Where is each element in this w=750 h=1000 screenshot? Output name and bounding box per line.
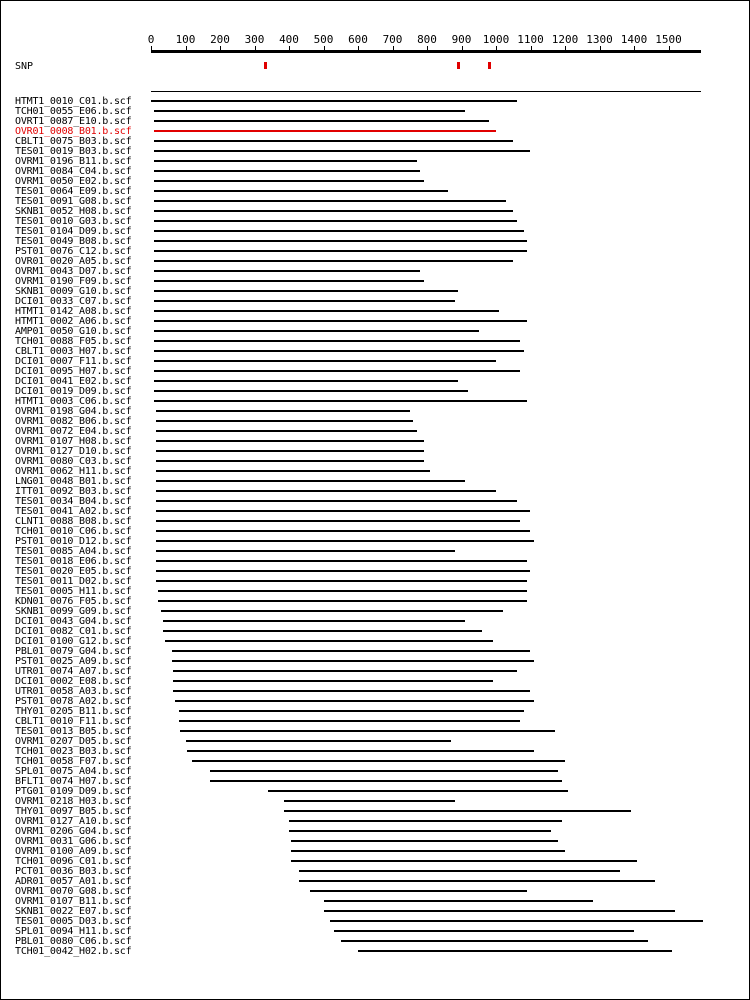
snp-track-label: SNP bbox=[15, 61, 34, 72]
axis-tick-label: 100 bbox=[175, 33, 196, 46]
read-alignment-bar[interactable] bbox=[156, 510, 530, 512]
read-alignment-bar[interactable] bbox=[156, 440, 423, 442]
read-name[interactable]: ITT01_0092_B03.b.scf bbox=[15, 486, 132, 497]
read-alignment-bar[interactable] bbox=[165, 640, 493, 642]
read-name[interactable]: OVRM1_0206_G04.b.scf bbox=[15, 826, 132, 837]
axis-tick-label: 1000 bbox=[482, 33, 510, 46]
read-name[interactable]: SPL01_0094_H11.b.scf bbox=[15, 926, 132, 937]
read-name[interactable]: TES01_0010_G03.b.scf bbox=[15, 216, 132, 227]
axis-tick bbox=[151, 46, 152, 52]
read-name[interactable]: HTMT1_0010_C01.b.scf bbox=[15, 96, 132, 107]
snp-marker[interactable] bbox=[264, 62, 267, 69]
read-alignment-bar[interactable] bbox=[173, 670, 516, 672]
read-name[interactable]: OVRM1_0072_E04.b.scf bbox=[15, 426, 132, 437]
read-name[interactable]: PST01_0078_A02.b.scf bbox=[15, 696, 132, 707]
read-name[interactable]: OVRM1_0107_B11.b.scf bbox=[15, 896, 132, 907]
read-name[interactable]: SKNB1_0009_G10.b.scf bbox=[15, 286, 132, 297]
read-name[interactable]: OVRM1_0107_H08.b.scf bbox=[15, 436, 132, 447]
read-alignment-bar[interactable] bbox=[156, 560, 527, 562]
read-name[interactable]: OVRM1_0218_H03.b.scf bbox=[15, 796, 132, 807]
read-alignment-bar[interactable] bbox=[268, 790, 568, 792]
read-name[interactable]: CBLT1_0003_H07.b.scf bbox=[15, 346, 132, 357]
read-alignment-bar[interactable] bbox=[175, 700, 534, 702]
read-name[interactable]: OVRM1_0043_D07.b.scf bbox=[15, 266, 132, 277]
read-name[interactable]: OVRM1_0084_C04.b.scf bbox=[15, 166, 132, 177]
read-alignment-bar[interactable] bbox=[154, 330, 478, 332]
axis-tick-label: 700 bbox=[382, 33, 403, 46]
axis-tick bbox=[220, 46, 221, 52]
read-alignment-bar[interactable] bbox=[161, 610, 503, 612]
read-name[interactable]: TES01_0020_E05.b.scf bbox=[15, 566, 132, 577]
read-alignment-bar[interactable] bbox=[358, 950, 672, 952]
read-alignment-bar[interactable] bbox=[154, 120, 489, 122]
axis-tick-label: 900 bbox=[451, 33, 472, 46]
read-alignment-bar[interactable] bbox=[291, 850, 565, 852]
read-name[interactable]: OVRM1_0082_B06.b.scf bbox=[15, 416, 132, 427]
read-name[interactable]: CBLT1_0075_B03.b.scf bbox=[15, 136, 132, 147]
read-alignment-bar[interactable] bbox=[154, 240, 527, 242]
axis-tick bbox=[531, 46, 532, 52]
read-alignment-bar[interactable] bbox=[192, 760, 565, 762]
read-alignment-bar[interactable] bbox=[156, 580, 527, 582]
read-name[interactable]: UTR01_0058_A03.b.scf bbox=[15, 686, 132, 697]
snp-marker[interactable] bbox=[488, 62, 491, 69]
axis-tick bbox=[669, 46, 670, 52]
read-name[interactable]: OVRM1_0100_A09.b.scf bbox=[15, 846, 132, 857]
read-name[interactable]: SPL01_0075_A04.b.scf bbox=[15, 766, 132, 777]
read-name[interactable]: HTMT1_0002_A06.b.scf bbox=[15, 316, 132, 327]
axis-tick bbox=[358, 46, 359, 52]
read-alignment-bar[interactable] bbox=[180, 730, 554, 732]
read-name[interactable]: TES01_0018_E06.b.scf bbox=[15, 556, 132, 567]
read-alignment-bar[interactable] bbox=[173, 690, 530, 692]
read-name[interactable]: OVRM1_0127_D10.b.scf bbox=[15, 446, 132, 457]
read-alignment-bar[interactable] bbox=[173, 680, 492, 682]
read-alignment-bar[interactable] bbox=[341, 940, 648, 942]
read-name[interactable]: AMP01_0050_G10.b.scf bbox=[15, 326, 132, 337]
read-name[interactable]: TES01_0019_B03.b.scf bbox=[15, 146, 132, 157]
read-alignment-bar[interactable] bbox=[156, 460, 423, 462]
read-alignment-bar[interactable] bbox=[156, 550, 454, 552]
read-name[interactable]: OVRM1_0127_A10.b.scf bbox=[15, 816, 132, 827]
axis-tick-label: 800 bbox=[417, 33, 437, 46]
read-alignment-bar[interactable] bbox=[154, 260, 513, 262]
read-alignment-bar[interactable] bbox=[154, 170, 420, 172]
read-name[interactable]: TES01_0041_A02.b.scf bbox=[15, 506, 132, 517]
read-alignment-bar[interactable] bbox=[154, 370, 520, 372]
read-name[interactable]: BFLT1_0074_H07.b.scf bbox=[15, 776, 132, 787]
read-name[interactable]: OVRM1_0207_D05.b.scf bbox=[15, 736, 132, 747]
read-alignment-bar[interactable] bbox=[156, 530, 530, 532]
axis-tick-label: 1400 bbox=[620, 33, 648, 46]
read-alignment-bar[interactable] bbox=[154, 130, 496, 132]
read-name[interactable]: OVRM1_0196_B11.b.scf bbox=[15, 156, 132, 167]
read-alignment-bar[interactable] bbox=[154, 400, 527, 402]
axis-tick bbox=[462, 46, 463, 52]
read-alignment-bar[interactable] bbox=[187, 750, 534, 752]
read-alignment-bar[interactable] bbox=[156, 470, 430, 472]
read-alignment-bar[interactable] bbox=[154, 180, 423, 182]
read-name[interactable]: TCH01_0010_C06.b.scf bbox=[15, 526, 132, 537]
read-alignment-bar[interactable] bbox=[154, 300, 454, 302]
read-name[interactable]: LNG01_0048_B01.b.scf bbox=[15, 476, 132, 487]
read-name[interactable]: OVR01_0020_A05.b.scf bbox=[15, 256, 132, 267]
axis-tick-label: 1500 bbox=[655, 33, 682, 46]
read-alignment-bar[interactable] bbox=[154, 340, 520, 342]
read-alignment-bar[interactable] bbox=[154, 390, 468, 392]
read-name[interactable]: DCI01_0095_H07.b.scf bbox=[15, 366, 132, 377]
read-alignment-bar[interactable] bbox=[186, 740, 452, 742]
read-alignment-bar[interactable] bbox=[156, 500, 517, 502]
read-name[interactable]: OVRT1_0087_E10.b.scf bbox=[15, 116, 132, 127]
axis-tick-label: 1200 bbox=[551, 33, 579, 46]
read-name[interactable]: TCH01_0058_F07.b.scf bbox=[15, 756, 132, 767]
read-name[interactable]: HTMT1_0003_C06.b.scf bbox=[15, 396, 132, 407]
read-name[interactable]: PST01_0076_C12.b.scf bbox=[15, 246, 132, 257]
read-name[interactable]: DCI01_0100_G12.b.scf bbox=[15, 636, 132, 647]
read-alignment-bar[interactable] bbox=[179, 710, 524, 712]
read-alignment-bar[interactable] bbox=[324, 910, 676, 912]
read-alignment-bar[interactable] bbox=[154, 210, 513, 212]
read-alignment-bar[interactable] bbox=[284, 810, 631, 812]
read-alignment-bar[interactable] bbox=[154, 230, 523, 232]
axis-tick bbox=[324, 46, 325, 52]
read-name[interactable]: OVRM1_0190_F09.b.scf bbox=[15, 276, 132, 287]
read-name[interactable]: TCH01_0055_E06.b.scf bbox=[15, 106, 132, 117]
read-row[interactable] bbox=[1, 947, 749, 957]
axis-tick bbox=[496, 46, 497, 52]
read-alignment-bar[interactable] bbox=[154, 320, 527, 322]
read-name[interactable]: DCI01_0007_F11.b.scf bbox=[15, 356, 132, 367]
read-name[interactable]: PBL01_0080_C06.b.scf bbox=[15, 936, 132, 947]
read-name[interactable]: SKNB1_0022_E07.b.scf bbox=[15, 906, 132, 917]
read-name[interactable]: TES01_0034_B04.b.scf bbox=[15, 496, 132, 507]
read-name[interactable]: DCI01_0002_E08.b.scf bbox=[15, 676, 132, 687]
read-name[interactable]: OVRM1_0198_G04.b.scf bbox=[15, 406, 132, 417]
read-alignment-bar[interactable] bbox=[154, 220, 516, 222]
read-alignment-bar[interactable] bbox=[291, 840, 558, 842]
read-name[interactable]: TES01_0104_D09.b.scf bbox=[15, 226, 132, 237]
read-name[interactable]: PCT01_0036_B03.b.scf bbox=[15, 866, 132, 877]
read-name[interactable]: SKNB1_0052_H08.b.scf bbox=[15, 206, 132, 217]
read-alignment-bar[interactable] bbox=[172, 660, 534, 662]
read-name[interactable]: OVRM1_0070_G08.b.scf bbox=[15, 886, 132, 897]
axis-tick-label: 0 bbox=[147, 33, 155, 46]
axis-tick bbox=[565, 46, 566, 52]
read-alignment-bar[interactable] bbox=[154, 270, 420, 272]
read-name[interactable]: PST01_0025_A09.b.scf bbox=[15, 656, 132, 667]
read-alignment-bar[interactable] bbox=[172, 650, 531, 652]
read-name[interactable]: OVRM1_0080_C03.b.scf bbox=[15, 456, 132, 467]
read-name[interactable]: PST01_0010_D12.b.scf bbox=[15, 536, 132, 547]
read-alignment-bar[interactable] bbox=[179, 720, 521, 722]
read-name[interactable]: OVRM1_0062_H11.b.scf bbox=[15, 466, 132, 477]
read-alignment-bar[interactable] bbox=[156, 540, 534, 542]
read-name[interactable]: TCH01_0023_B03.b.scf bbox=[15, 746, 132, 757]
axis-tick bbox=[289, 46, 290, 52]
read-alignment-bar[interactable] bbox=[154, 380, 458, 382]
position-axis bbox=[151, 50, 701, 53]
read-alignment-bar[interactable] bbox=[154, 200, 506, 202]
axis-tick bbox=[427, 46, 428, 52]
read-alignment-bar[interactable] bbox=[158, 600, 527, 602]
axis-tick-label: 200 bbox=[210, 33, 230, 46]
read-alignment-bar[interactable] bbox=[154, 250, 527, 252]
read-alignment-bar[interactable] bbox=[334, 930, 634, 932]
read-name[interactable]: THY01_0205_B11.b.scf bbox=[15, 706, 132, 717]
read-alignment-bar[interactable] bbox=[154, 190, 447, 192]
read-alignment-bar[interactable] bbox=[154, 350, 523, 352]
read-name[interactable]: TES01_0011_D02.b.scf bbox=[15, 576, 132, 587]
read-alignment-bar[interactable] bbox=[154, 290, 458, 292]
read-alignment-bar[interactable] bbox=[154, 160, 416, 162]
read-name[interactable]: SKNB1_0099_G09.b.scf bbox=[15, 606, 132, 617]
read-name[interactable]: TES01_0085_A04.b.scf bbox=[15, 546, 132, 557]
read-name[interactable]: TES01_0013_B05.b.scf bbox=[15, 726, 132, 737]
read-alignment-bar[interactable] bbox=[154, 280, 423, 282]
read-name[interactable]: OVRM1_0031_G06.b.scf bbox=[15, 836, 132, 847]
read-alignment-bar[interactable] bbox=[163, 620, 465, 622]
axis-tick bbox=[393, 46, 394, 52]
read-alignment-bar[interactable] bbox=[163, 630, 482, 632]
read-name[interactable]: KDN01_0076_F05.b.scf bbox=[15, 596, 132, 607]
read-name[interactable]: ADR01_0057_A01.b.scf bbox=[15, 876, 132, 887]
read-name[interactable]: TES01_0064_E09.b.scf bbox=[15, 186, 132, 197]
read-name[interactable]: UTR01_0074_A07.b.scf bbox=[15, 666, 132, 677]
read-alignment-bar[interactable] bbox=[324, 900, 593, 902]
read-alignment-bar[interactable] bbox=[154, 310, 499, 312]
read-name[interactable]: OVR01_0008_B01.b.scf bbox=[15, 126, 132, 137]
read-name[interactable]: DCI01_0033_C07.b.scf bbox=[15, 296, 132, 307]
axis-tick bbox=[634, 46, 635, 52]
axis-tick-label: 400 bbox=[279, 33, 299, 46]
read-alignment-bar[interactable] bbox=[156, 410, 410, 412]
read-alignment-bar[interactable] bbox=[310, 890, 527, 892]
read-name[interactable]: PTG01_0109_D09.b.scf bbox=[15, 786, 132, 797]
read-name[interactable]: THY01_0097_B05.b.scf bbox=[15, 806, 132, 817]
read-alignment-bar[interactable] bbox=[210, 770, 558, 772]
read-name[interactable]: PBL01_0079_G04.b.scf bbox=[15, 646, 132, 657]
read-name[interactable]: TES01_0049_B08.b.scf bbox=[15, 236, 132, 247]
read-alignment-bar[interactable] bbox=[156, 490, 496, 492]
read-alignment-bar[interactable] bbox=[291, 860, 638, 862]
read-name[interactable]: DCI01_0041_E02.b.scf bbox=[15, 376, 132, 387]
read-alignment-bar[interactable] bbox=[151, 100, 517, 102]
snp-marker[interactable] bbox=[457, 62, 460, 69]
read-alignment-bar[interactable] bbox=[154, 140, 513, 142]
read-alignment-bar[interactable] bbox=[158, 590, 527, 592]
read-alignment-bar[interactable] bbox=[210, 780, 562, 782]
axis-tick-label: 600 bbox=[348, 33, 368, 46]
read-alignment-bar[interactable] bbox=[156, 430, 416, 432]
read-alignment-bar[interactable] bbox=[156, 570, 530, 572]
axis-tick bbox=[255, 46, 256, 52]
read-name[interactable]: HTMT1_0142_A08.b.scf bbox=[15, 306, 132, 317]
read-name[interactable]: TCH01_0042_H02.b.scf bbox=[15, 946, 132, 957]
read-name[interactable]: CLNT1_0088_B08.b.scf bbox=[15, 516, 132, 527]
axis-tick bbox=[186, 46, 187, 52]
read-name[interactable]: DCI01_0019_D09.b.scf bbox=[15, 386, 132, 397]
read-alignment-bar[interactable] bbox=[154, 110, 465, 112]
read-name[interactable]: DCI01_0043_G04.b.scf bbox=[15, 616, 132, 627]
read-name[interactable]: TES01_0091_G08.b.scf bbox=[15, 196, 132, 207]
read-name[interactable]: TES01_0005_H11.b.scf bbox=[15, 586, 132, 597]
read-alignment-bar[interactable] bbox=[154, 150, 530, 152]
read-name[interactable]: TCH01_0096_C01.b.scf bbox=[15, 856, 132, 867]
read-alignment-bar[interactable] bbox=[154, 360, 496, 362]
reference-line bbox=[151, 91, 701, 92]
read-alignment-bar[interactable] bbox=[299, 880, 654, 882]
axis-tick-label: 1100 bbox=[517, 33, 544, 46]
axis-tick-label: 300 bbox=[244, 33, 265, 46]
read-alignment-bar[interactable] bbox=[156, 520, 520, 522]
read-name[interactable]: DCI01_0082_C01.b.scf bbox=[15, 626, 132, 637]
read-alignment-bar[interactable] bbox=[284, 800, 455, 802]
read-alignment-bar[interactable] bbox=[299, 870, 620, 872]
read-alignment-bar[interactable] bbox=[156, 480, 465, 482]
read-name[interactable]: TCH01_0088_F05.b.scf bbox=[15, 336, 132, 347]
read-alignment-bar[interactable] bbox=[156, 420, 413, 422]
read-name[interactable]: OVRM1_0050_E02.b.scf bbox=[15, 176, 132, 187]
read-name[interactable]: CBLT1_0010_F11.b.scf bbox=[15, 716, 132, 727]
axis-tick-label: 500 bbox=[313, 33, 334, 46]
read-alignment-bar[interactable] bbox=[289, 820, 562, 822]
axis-tick bbox=[600, 46, 601, 52]
read-alignment-bar[interactable] bbox=[289, 830, 551, 832]
read-alignment-bar[interactable] bbox=[156, 450, 423, 452]
read-alignment-bar[interactable] bbox=[330, 920, 703, 922]
axis-tick-label: 1300 bbox=[586, 33, 613, 46]
read-name[interactable]: TES01_0005_D03.b.scf bbox=[15, 916, 132, 927]
